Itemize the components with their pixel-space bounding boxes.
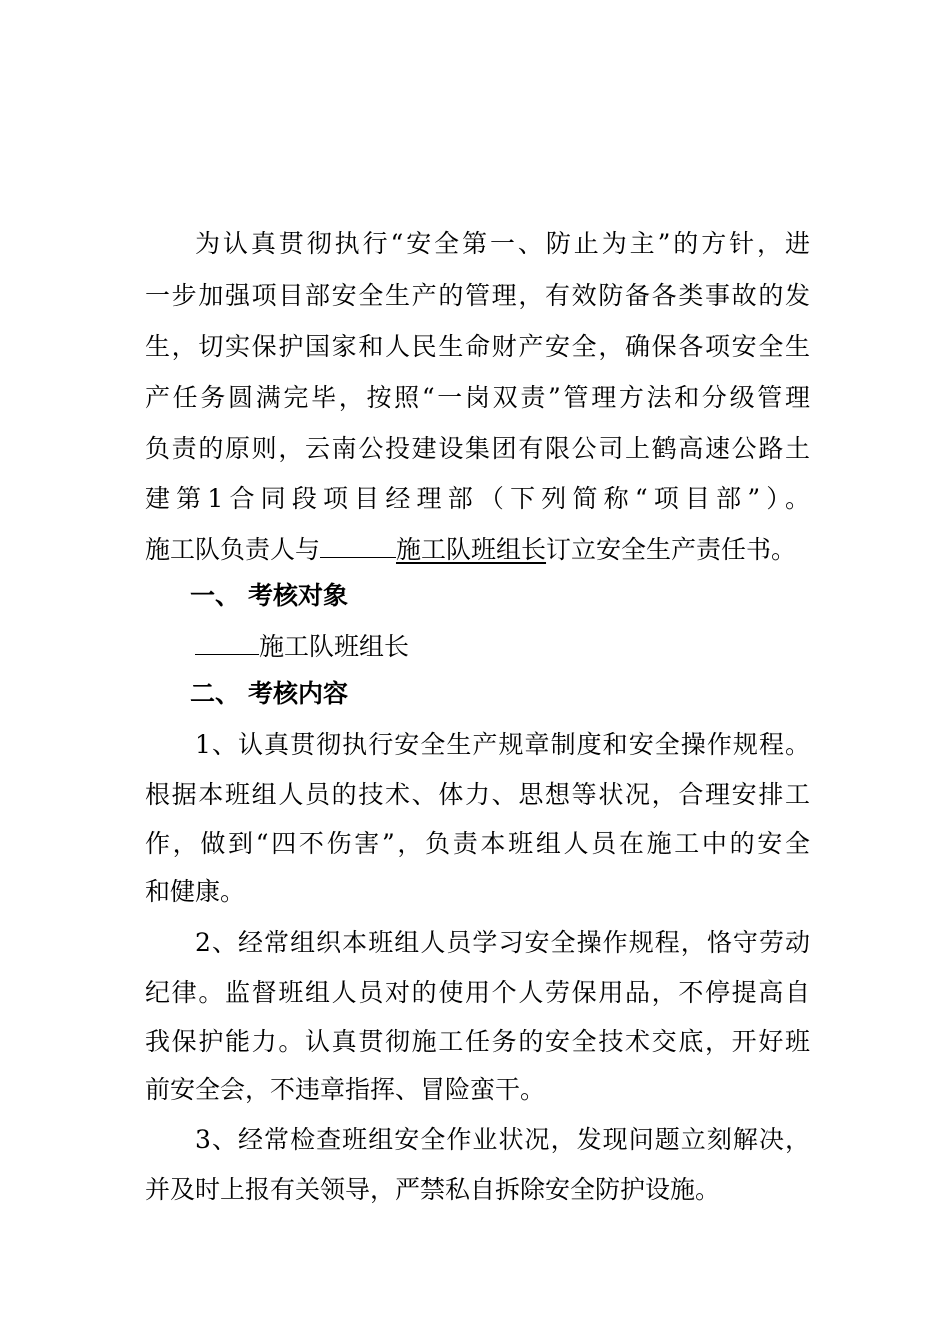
section-2-title: 考核内容 [248,679,349,708]
item-1-line-4: 和健康。 [145,877,246,906]
intro-line-5: 负责的原则，云南公投建设集团有限公司上鹤高速公路土 [145,434,810,463]
section-1-heading [190,580,348,612]
item-2-line-1: 2、经常组织本班组人员学习安全操作规程，恪守劳动 [195,928,810,957]
intro-line-7 [145,531,810,566]
section-1-target [195,628,595,663]
section-1-number: 一、 [190,581,241,610]
item-1-line-2: 根据本班组人员的技术、体力、思想等状况，合理安排工 [145,780,810,809]
section-1-target-text: 施工队班组长 [259,632,410,661]
item-1-line-3: 作，做到“四不伤害”，负责本班组人员在施工中的安全 [145,829,810,858]
section-2-number: 二、 [190,679,241,708]
section-2-heading [190,678,348,710]
fill-in-blank[interactable] [195,628,259,655]
intro-line-6: 建第1合同段项目经理部（下列简称“项目部”）。 [145,484,810,513]
item-3-line-1: 3、经常检查班组安全作业状况，发现问题立刻解决， [195,1125,810,1154]
item-2-line-3: 我保护能力。认真贯彻施工任务的安全技术交底，开好班 [145,1027,810,1056]
section-1-title: 考核对象 [248,581,349,610]
intro-line-7-lead: 施工队负责人与 [145,535,321,564]
fill-in-blank[interactable] [320,531,396,558]
intro-line-7-tail: 订立安全生产责任书。 [546,535,797,564]
intro-line-2: 一步加强项目部安全生产的管理，有效防备各类事故的发 [145,281,810,310]
intro-line-4: 产任务圆满完毕，按照“一岗双责”管理方法和分级管理 [145,383,810,412]
item-2-line-2: 纪律。监督班组人员对的使用个人劳保用品，不停提高自 [145,978,810,1007]
intro-line-7-party: 施工队班组长 [396,535,547,564]
item-2-line-4: 前安全会，不违章指挥、冒险蛮干。 [145,1075,546,1104]
item-1-line-1: 1、认真贯彻执行安全生产规章制度和安全操作规程。 [195,730,810,759]
intro-line-1: 为认真贯彻执行“安全第一、防止为主”的方针，进 [195,229,810,258]
intro-line-3: 生，切实保护国家和人民生命财产安全，确保各项安全生 [145,332,810,361]
item-3-line-2: 并及时上报有关领导，严禁私自拆除安全防护设施。 [145,1175,721,1204]
